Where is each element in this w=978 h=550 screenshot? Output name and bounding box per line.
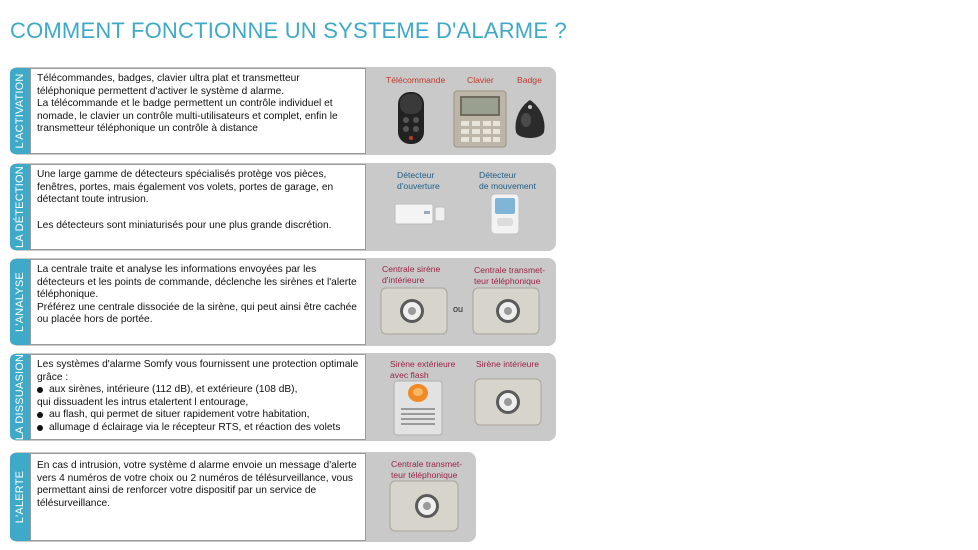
central-siren-image [380,287,448,335]
page-title: COMMENT FONCTIONNE UN SYSTEME D'ALARME ? [10,18,567,43]
motion-detector-image [488,192,522,236]
label-centrale-transmetteur-alerte-2: teur téléphonique [391,470,458,480]
label-sirene-exterieure-1: Sirène extérieure [390,359,456,369]
label-centrale-sirene-1: Centrale sirène [382,264,441,274]
label-centrale-transmetteur-alerte-1: Centrale transmet- [391,459,463,469]
remote-control-image [393,90,429,146]
or-connector: ou [453,304,464,314]
label-detecteur-ouverture-2: d'ouverture [397,181,440,191]
tab-analyse: L'ANALYSE [10,259,30,345]
alert-transmitter-image [389,480,459,532]
label-centrale-transmetteur-1: Centrale transmet- [474,265,546,275]
opening-detector-image [392,198,448,230]
label-detecteur-mouvement-2: de mouvement [479,181,536,191]
activation-text: Télécommandes, badges, clavier ultra plat et transmetteur téléphonique permettent d'activer le système d alarme. La télécommande et le badge permettent un contrôle individuel et nomade, le clavier un contrôle multi-utilisateurs et complet, enfin le transmetteur téléphonique un contrôle à distance [30,68,366,154]
analyse-text: La centrale traite et analyse les informations envoyées par les détecteurs et les points de commande, déclenche les sirènes et l'alerte téléphonique. Préférez une centrale dissociée de la sirène, qui peut ainsi être cachée ou placée hors de portée. [30,259,366,345]
label-detecteur-mouvement-1: Détecteur [479,170,517,180]
bullet-item: allumage d éclairage via le récepteur RTS, et réaction des volets [37,422,360,435]
badge-image [512,98,548,142]
label-detecteur-ouverture-1: Détecteur [397,170,435,180]
label-clavier: Clavier [467,75,494,85]
central-transmitter-image [472,287,540,335]
tab-detection: LA DÉTECTION [10,164,30,250]
bullet-item: au flash, qui permet de situer rapidement votre habitation, [37,409,360,422]
detection-text: Une large gamme de détecteurs spécialisés protège vos pièces, fenêtres, portes, mais également vos volets, portes de garage, en détectant toute intrusion. Les détecteurs sont miniaturisés pour une plus grande discrétion. [30,164,366,250]
tab-activation: L'ACTIVATION [10,68,30,154]
outdoor-siren-image [393,380,443,436]
dissuasion-text: Les systèmes d'alarme Somfy vous fournissent une protection optimale grâce : aux sirènes, intérieure (112 dB), et extérieure (108 dB), qui dissuadent les intrus etalertent l entourage, au flash, qui permet de situer rapidement votre habitation, allumage d éclairage via le récepteur RTS, et réaction des volets [30,354,366,440]
tab-alerte: L'ALERTE [10,453,30,541]
label-telecommande: Télécommande [386,75,446,85]
label-centrale-transmetteur-2: teur téléphonique [474,276,541,286]
alerte-text: En cas d intrusion, votre système d alarme envoie un message d'alerte vers 4 numéros de votre choix ou 2 numéros de télésurveillance, vous permettant ainsi de renforcer votre dispositif par un service de télésurveillance. [30,453,366,541]
label-sirene-exterieure-2: avec flash [390,370,429,380]
keypad-image [453,90,507,148]
label-sirene-interieure: Sirène intérieure [476,359,540,369]
label-badge: Badge [517,75,542,85]
tab-dissuasion: LA DISSUASION [10,354,30,440]
bullet-item: aux sirènes, intérieure (112 dB), et extérieure (108 dB), [37,384,360,397]
label-centrale-sirene-2: d'intérieure [382,275,425,285]
indoor-siren-image [474,378,542,426]
